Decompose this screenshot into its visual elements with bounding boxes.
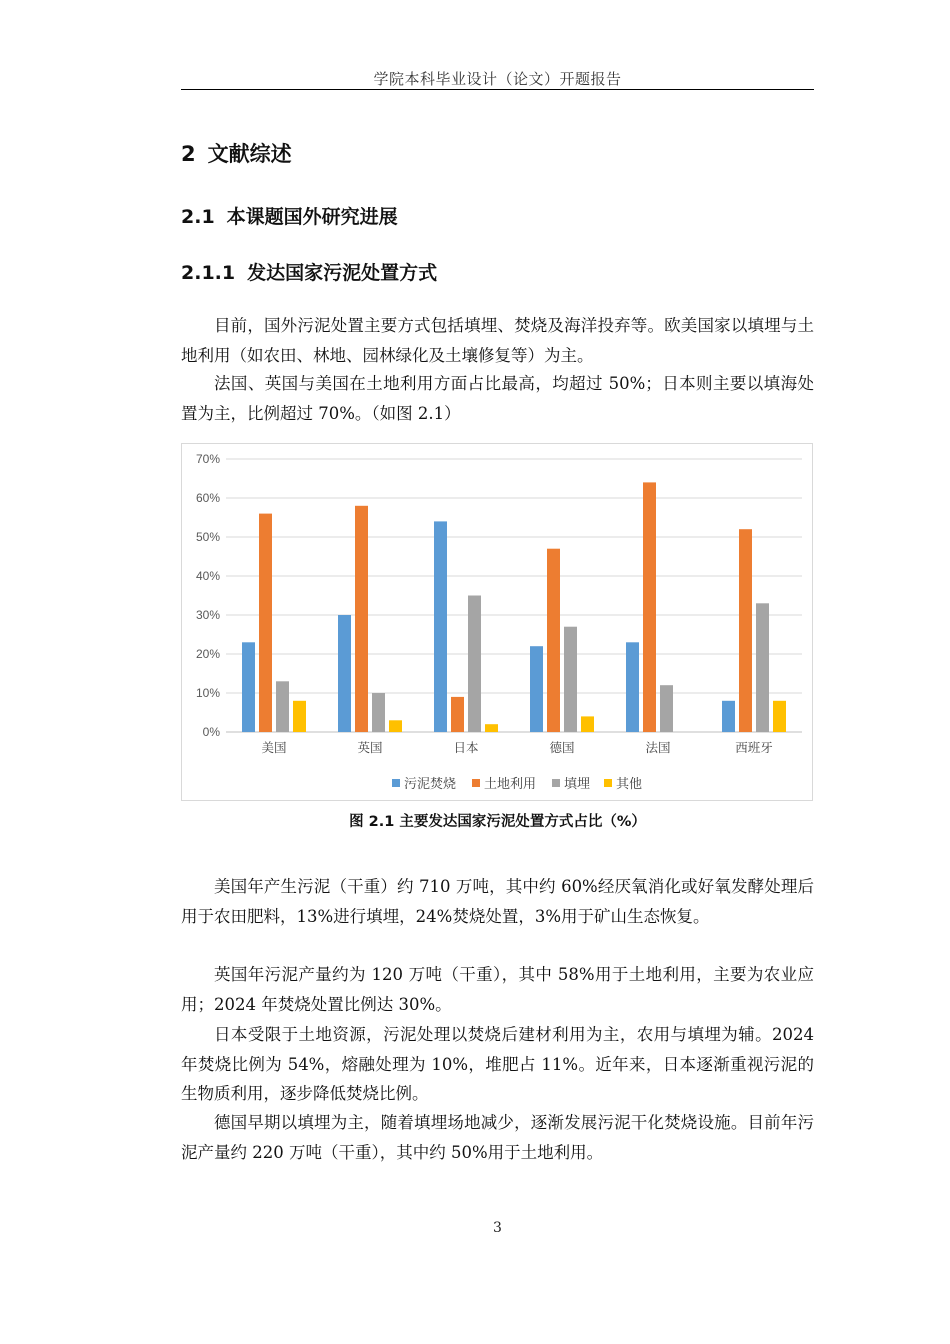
x-category-label: 日本 — [453, 741, 479, 755]
bar — [485, 724, 498, 732]
y-tick-label: 30% — [195, 608, 220, 622]
bar — [276, 681, 289, 732]
y-tick-label: 0% — [202, 725, 220, 739]
paragraph-usa: 美国年产生污泥（干重）约 710 万吨，其中约 60%经厌氧消化或好氧发酵处理后用于农田肥料，13%进行填埋，24%焚烧处置，3%用于矿山生态恢复。 — [181, 877, 814, 926]
bar-chart — [182, 444, 812, 800]
section-number: 2 — [181, 142, 196, 166]
paragraph-germany: 德国早期以填埋为主，随着填埋场地减少，逐渐发展污泥干化焚烧设施。目前年污泥产量约 220 万吨（干重），其中约 50%用于土地利用。 — [181, 1113, 814, 1162]
section-heading — [181, 138, 292, 168]
subsubsection-heading — [181, 258, 437, 285]
subsubsection-title: 发达国家污泥处置方式 — [247, 262, 438, 284]
bar — [643, 482, 656, 732]
bar — [547, 549, 560, 732]
section-title: 文献综述 — [207, 142, 292, 166]
paragraph-japan: 日本受限于土地资源，污泥处理以焚烧后建材利用为主，农用与填埋为辅。2024 年焚烧比例为 54%，熔融处理为 10%，堆肥占 11%。近年来，日本逐渐重视污泥的生物质利用，逐步降低焚烧比例。 — [181, 1025, 814, 1103]
bar — [451, 697, 464, 732]
subsection-number: 2.1 — [181, 206, 215, 228]
bar — [372, 693, 385, 732]
bar — [722, 701, 735, 732]
page-header: 学院本科毕业设计（论文）开题报告 — [373, 70, 622, 88]
page-number: 3 — [493, 1220, 502, 1236]
figure-caption: 图 2.1 主要发达国家污泥处置方式占比（%） — [349, 814, 646, 830]
legend-swatch — [604, 779, 612, 787]
x-category-label: 美国 — [261, 741, 287, 755]
subsection-heading — [181, 202, 398, 229]
x-category-label: 法国 — [645, 741, 671, 755]
subsection-title: 本课题国外研究进展 — [226, 206, 398, 228]
y-tick-label: 70% — [195, 452, 220, 466]
bar — [530, 646, 543, 732]
legend-label: 填埋 — [564, 776, 591, 791]
paragraph-uk: 英国年污泥产量约为 120 万吨（干重），其中 58%用于土地利用，主要为农业应用；2024 年焚烧处置比例达 30%。 — [181, 965, 814, 1014]
y-tick-label: 40% — [195, 569, 220, 583]
y-tick-label: 10% — [195, 686, 220, 700]
legend-label: 污泥焚烧 — [404, 776, 457, 791]
legend-label: 其他 — [616, 776, 643, 791]
bar — [739, 529, 752, 732]
bar — [389, 720, 402, 732]
bar — [293, 701, 306, 732]
bar — [338, 615, 351, 732]
bar — [434, 521, 447, 732]
legend-swatch — [552, 779, 560, 787]
bar — [355, 506, 368, 732]
legend-swatch — [392, 779, 400, 787]
bar — [756, 603, 769, 732]
y-tick-label: 60% — [195, 491, 220, 505]
legend-label: 土地利用 — [484, 776, 537, 791]
bar — [660, 685, 673, 732]
x-category-label: 德国 — [549, 741, 575, 755]
bar — [259, 514, 272, 732]
x-category-label: 西班牙 — [735, 741, 773, 755]
y-tick-label: 50% — [195, 530, 220, 544]
bar — [564, 627, 577, 732]
chart-container — [181, 443, 813, 801]
bar — [581, 716, 594, 732]
legend-swatch — [472, 779, 480, 787]
bar — [242, 642, 255, 732]
paragraph-land-use: 法国、英国与美国在土地利用方面占比最高，均超过 50%；日本则主要以填海处置为主，比例超过 70%。（如图 2.1） — [181, 374, 814, 423]
bar — [468, 596, 481, 733]
x-category-label: 英国 — [357, 741, 383, 755]
paragraph-intro: 目前，国外污泥处置主要方式包括填埋、焚烧及海洋投弃等。欧美国家以填埋与土地利用（如农田、林地、园林绿化及土壤修复等）为主。 — [181, 316, 814, 365]
subsubsection-number: 2.1.1 — [181, 262, 236, 284]
y-tick-label: 20% — [195, 647, 220, 661]
bar — [626, 642, 639, 732]
header-rule — [181, 89, 814, 90]
bar — [773, 701, 786, 732]
